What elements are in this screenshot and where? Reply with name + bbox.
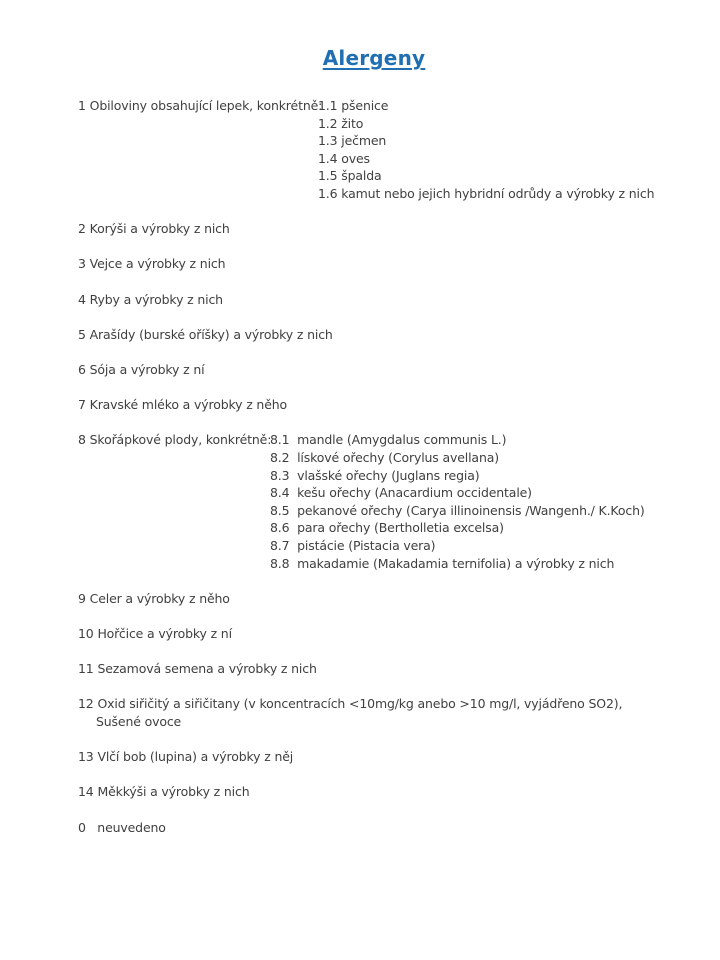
item-number: 4 [78, 292, 86, 307]
list-item-12 [78, 695, 622, 712]
item-text: Korýši a výrobky z nich [89, 221, 230, 236]
list-item-6 [78, 361, 204, 378]
subitem-number: 8.8 [270, 556, 290, 571]
item-text: Ryby a výrobky z nich [89, 292, 223, 307]
item-number: 8 [78, 432, 86, 447]
item-number: 12 [78, 696, 94, 711]
subitem-8-3 [270, 467, 479, 484]
list-item-2 [78, 220, 230, 237]
item-text: Vlčí bob (lupina) a výrobky z něj [97, 749, 294, 764]
list-item-13 [78, 748, 293, 765]
list-item-10 [78, 625, 232, 642]
list-item-9 [78, 590, 230, 607]
item-number: 2 [78, 221, 86, 236]
subitem-8-5 [270, 502, 645, 519]
item-text: Arašídy (burské oříšky) a výrobky z nich [89, 327, 333, 342]
item-text: Kravské mléko a výrobky z něho [89, 397, 288, 412]
subitem-text: oves [341, 151, 370, 166]
subitem-text: žito [341, 116, 364, 131]
subitem-8-7 [270, 537, 435, 554]
subitem-8-4 [270, 484, 532, 501]
item-number: 6 [78, 362, 86, 377]
list-item-7 [78, 396, 287, 413]
item-text: Hořčice a výrobky z ní [97, 626, 232, 641]
item-number: 14 [78, 784, 94, 799]
item-text: neuvedeno [97, 820, 166, 835]
item-text: Oxid siřičitý a siřičitany (v koncentracích <10mg/kg anebo >10 mg/l, vyjádřeno SO2), [97, 696, 623, 711]
subitem-number: 1.5 [318, 168, 338, 183]
subitem-text: vlašské ořechy (Juglans regia) [297, 468, 480, 483]
list-item-4 [78, 291, 223, 308]
page-title: Alergeny [322, 46, 426, 70]
subitem-8-1 [270, 431, 506, 448]
subitem-text: kešu ořechy (Anacardium occidentale) [297, 485, 532, 500]
subitem-number: 1.3 [318, 133, 338, 148]
subitem-number: 8.6 [270, 520, 290, 535]
subitem-text: špalda [341, 168, 382, 183]
item-text: Měkkýši a výrobky z nich [97, 784, 250, 799]
list-item-8 [78, 431, 271, 448]
subitem-1-5 [318, 167, 382, 184]
list-item-14 [78, 783, 249, 800]
subitem-text: para ořechy (Bertholletia excelsa) [297, 520, 504, 535]
item-number: 3 [78, 256, 86, 271]
subitem-text: ječmen [341, 133, 387, 148]
item-text: Obiloviny obsahující lepek, konkrétně: [89, 98, 323, 113]
subitem-number: 8.3 [270, 468, 290, 483]
item-text: Sezamová semena a výrobky z nich [97, 661, 317, 676]
item-text: Skořápkové plody, konkrétně: [89, 432, 272, 447]
list-item-0 [78, 819, 166, 836]
subitem-number: 1.4 [318, 151, 338, 166]
subitem-text: kamut nebo jejich hybridní odrůdy a výrobky z nich [341, 186, 655, 201]
subitem-text: pistácie (Pistacia vera) [297, 538, 436, 553]
list-item-11 [78, 660, 317, 677]
subitem-number: 8.5 [270, 503, 290, 518]
list-item-12-continuation [96, 713, 181, 730]
subitem-number: 8.7 [270, 538, 290, 553]
subitem-8-2 [270, 449, 499, 466]
subitem-1-4 [318, 150, 370, 167]
subitem-number: 8.2 [270, 450, 290, 465]
subitem-text: makadamie (Makadamia ternifolia) a výrobky z nich [297, 556, 615, 571]
item-number: 0 [78, 820, 86, 835]
subitem-text: mandle (Amygdalus communis L.) [297, 432, 507, 447]
item-text: Vejce a výrobky z nich [89, 256, 226, 271]
subitem-text: pekanové ořechy (Carya illinoinensis /Wangenh./ K.Koch) [297, 503, 645, 518]
subitem-1-2 [318, 115, 363, 132]
subitem-8-8 [270, 555, 614, 572]
item-text: Celer a výrobky z něho [89, 591, 230, 606]
subitem-1-1 [318, 97, 388, 114]
subitem-number: 1.6 [318, 186, 338, 201]
subitem-number: 8.4 [270, 485, 290, 500]
item-text: Sója a výrobky z ní [89, 362, 205, 377]
list-item-3 [78, 255, 225, 272]
item-number: 10 [78, 626, 94, 641]
subitem-8-6 [270, 519, 504, 536]
list-item-1 [78, 97, 322, 114]
subitem-text: pšenice [341, 98, 389, 113]
subitem-text: lískové ořechy (Corylus avellana) [297, 450, 499, 465]
item-number: 9 [78, 591, 86, 606]
item-text: Sušené ovoce [96, 714, 182, 729]
subitem-1-3 [318, 132, 386, 149]
item-number: 5 [78, 327, 86, 342]
subitem-1-6 [318, 185, 654, 202]
subitem-number: 1.1 [318, 98, 338, 113]
list-item-5 [78, 326, 333, 343]
item-number: 1 [78, 98, 86, 113]
subitem-number: 1.2 [318, 116, 338, 131]
item-number: 11 [78, 661, 94, 676]
item-number: 13 [78, 749, 94, 764]
subitem-number: 8.1 [270, 432, 290, 447]
item-number: 7 [78, 397, 86, 412]
